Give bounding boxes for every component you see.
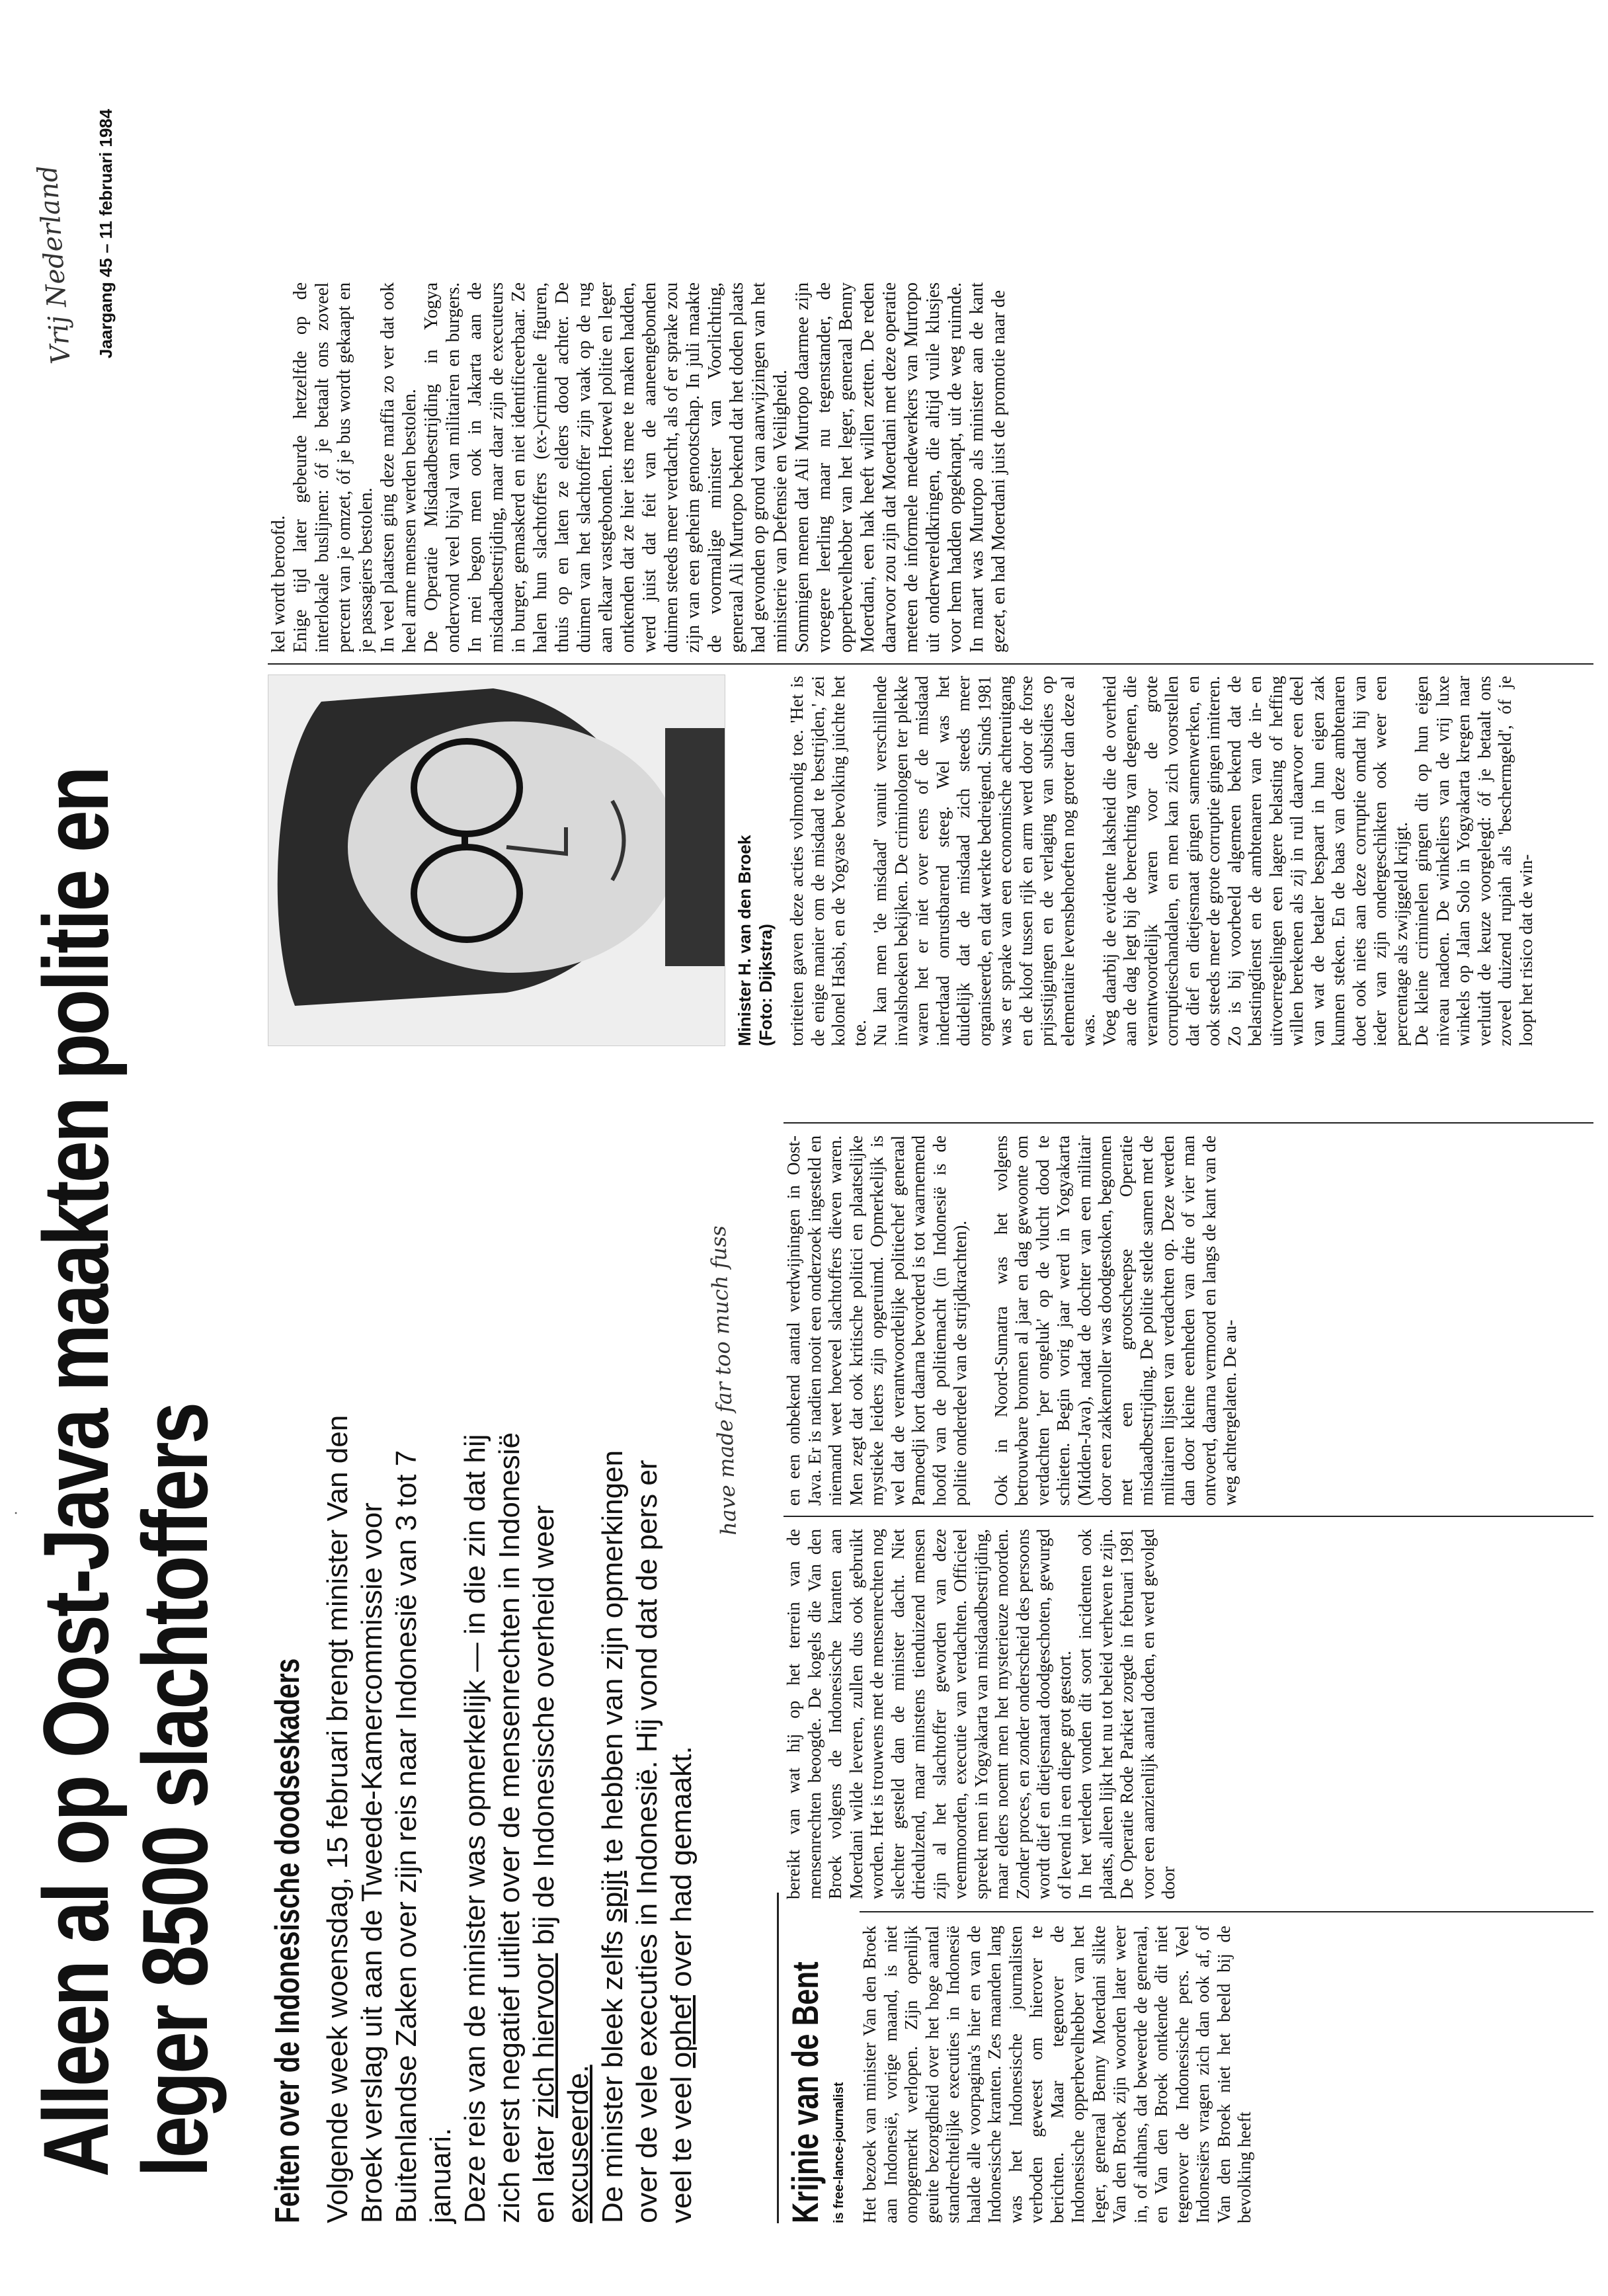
photo-caption-name: Minister H. van den Broek xyxy=(735,835,754,1046)
column-2-paragraph-1: bereikt van wat hij op het terrein van de mensenrechten beoogde. De kogels die Van den Broek volgens de Indonesische kranten aan Moerdani wilde leveren, zullen dus ook gebruikt worden. Het is trouwens met de mensenrechten nog slechter gesteld dan de minister dacht. Niet driedulzend, maar minstens tienduizend mensen zijn al het slachtoffer geworden van deze veemmoorden, executie van verdachten. Officieel spreekt men in Yogyakarta van misdaadbestrijding, maar elders noemt men het mysterieuze moorden. Zonder proces, en zonder onderscheid des persoons wordt dief en dietjesmaat doodgeschoten, gewurgd of levend in een diepe grot gestort. xyxy=(784,1529,1074,1899)
lead-p1: Volgende week woensdag, 15 februari brengt minister Van den Broek verslag uit aan de Tweede-Kamercommissie voor Buitenlandse Zaken over zijn reis naar Indonesië van 3 tot 7 januari. xyxy=(321,1414,457,2223)
lead-p2-underlined-2: excuseerde. xyxy=(562,2065,594,2223)
lead-p3-underlined-1: spijt xyxy=(596,1870,629,1923)
column-2-paragraph-2: In het verleden vonden dit soort incidenten ook plaats, alleen lijkt het nu tot beleid verheven te zijn. De Operatie Rode Parkiet zorgde in februari 1981 voor een aanzienlijk aantal doden, en werd gevolgd door xyxy=(1075,1529,1178,1899)
column-5-paragraph-4: De Operatie Misdaadbestrijding in Yogya ondervond veel bijval van militairen en burgers. In mei begon men ook in Jakarta aan de misdaadbestrijding, maar daar zijn de executeurs in burger, gemaskerd en niet identificeerbaar. Ze halen hun slachtoffers (ex-)criminele figuren, thuis op en laten ze elders dood achter. De duimen van het slachtoffer zijn vaak op de rug aan elkaar vastgebonden. Hoewel politie en leger ontkenden dat ze hier iets mee te maken hadden, werd juist dat feit van de aaneengebonden duimen steeds meer verdacht, als of er sprake zou zijn van een geheim genootschap. In juli maakte de voormalige minister van Voorlichting, generaal Ali Murtopo bekend dat het doden plaats had gevonden op grond van aanwijzingen van het ministerie van Defensie en Veiligheid. xyxy=(421,282,791,653)
minister-portrait-photo xyxy=(268,675,725,1046)
byline-role: is free-lance-journalist xyxy=(832,2082,846,2223)
lead-p3-text-b: te hebben van zijn opmerkingen over de vele executies in Indonesië. Hij vond dat de pers er veel te veel xyxy=(596,1450,698,2223)
column-2 xyxy=(784,1529,1593,1899)
column-4-paragraph-3: Voeg daarbij de evidente laksheid die de overheid aan de dag legt bij de berechting van degenen, die verantwoordelijk waren voor de grote corruptieschandalen, en men kan zich voorstellen dat dief en dietjesmaat gingen samenwerken, en ook steeds meer de grote corruptie gingen imiteren. Zo is bij voorbeeld algemeen bekend dat de belastingdienst en de ambtenaren van de in- en uitvoerregelingen een lagere belasting of heffing willen berekenen als zij in ruil daarvoor een deel van wat de betaler bespaart in hun eigen zak kunnen steken. En de baas van deze ambtenaren doet ook niets aan deze corruptie omdat hij van ieder van zijn ondergeschikten ook weer een percentage als zwijggeld krijgt. xyxy=(1099,676,1411,1046)
subhead: Feiten over de Indonesische doodseskaders xyxy=(268,1658,307,2223)
byline-rule xyxy=(777,1893,779,2223)
byline-name: Krijnie van de Bent xyxy=(784,1961,826,2223)
column-rule-1 xyxy=(860,1911,1593,1912)
column-5-paragraph-5: Sommigen menen dat Ali Murtopo daarmee zijn vroegere leerling maar nu tegenstander, de opperbevelhebber van het leger, generaal Benny Moerdani, een hak heeft willen zetten. De reden daarvoor zou zijn dat Moerdani met deze operatie meteen de informele medewerkers van Murtopo uit onderwereldkringen, die altijd vuile klusjes voor hem hadden opgeknapt, uit de weg ruimde. In maart was Murtopo als minister aan de kant gezet, en had Moerdani juist de promotie naar de xyxy=(792,282,1009,653)
column-5 xyxy=(268,282,1593,653)
lead-p3-underlined-2: ophef xyxy=(665,1995,698,2069)
lead-p3-text-a: De minister bleek zelfs xyxy=(596,1922,629,2223)
column-1 xyxy=(860,1926,1593,2223)
photo-caption-credit: (Foto: Dijkstra) xyxy=(756,924,776,1046)
headline xyxy=(24,768,227,2177)
headline-line-1: Alleen al op Oost-Java maakten politie en xyxy=(24,768,128,2177)
lead-p2-text-b: bij de Indonesische overheid weer xyxy=(528,1505,560,1953)
column-4-paragraph-2: Nu kan men 'de misdaad' vanuit verschillende invalshoeken bekijken. De criminologen ter plekke waren het er niet over eens of de misdaad inderdaad onrustbarend steeg. Wel was het duidelijk dat de misdaad zich steeds meer organiseerde, en dat werkte bedreigend. Sinds 1981 was er sprake van een economische achteruitgang en de kloof tussen rijk en arm werd door de forse prijsstijgingen en de verlaging van subsidies op elementaire levensbehoeften nog groter dan deze al was. xyxy=(870,676,1098,1046)
lead-p2-text-a: Deze reis van de minister was opmerkelijk — in die zin dat hij zich eerst negatief uitliet over de mensenrechten in Indonesië en later xyxy=(459,1432,560,2223)
lead-p2 xyxy=(458,1410,596,2223)
lead-p2-underlined-1: zich hiervoor xyxy=(528,1953,560,2119)
headline-line-2: leger 8500 slachtoffers xyxy=(123,1404,227,2177)
handwritten-margin-note: have made far too much fuss xyxy=(705,1225,742,1536)
dateline: Jaargang 45 – 11 februari 1984 xyxy=(96,108,116,358)
portrait-illustration xyxy=(268,675,725,1046)
column-rule-4 xyxy=(268,663,1593,665)
column-5-paragraph-3: In veel plaatsen ging deze maffia zo ver dat ook heel arme mensen werden bestolen. xyxy=(378,282,420,653)
handwritten-publication-name: Vrij Nederland xyxy=(32,164,77,365)
column-3-paragraph-1: en een onbekend aantal verdwijningen in Oost-Java. Er is nadien nooit een onderzoek ingesteld en niemand weet hoeveel slachtoffers dieven waren. Men zegt dat ook kritische politici en plaatselijke mystieke leiders zijn opgeruimd. Opmerkelijk is wel dat de verantwoordelijke politiechef generaal Pamoedji kort daarna bevorderd is tot waarnemend hoofd van de politiemacht (in Indonesië is de politie onderdeel van de strijdkrachten). xyxy=(784,1135,970,1506)
photo-caption xyxy=(734,676,776,1046)
column-4-paragraph-4: De kleine criminelen gingen dit op hun eigen niveau nadoen. De winkeliers van de vrij luxe winkels op Jalan Solo in Yogyakarta kregen naar verluidt de keuze voorgelegd: óf je betaalt ons zoveel duizend rupiah als 'beschermgeld', óf je loopt het risico dat de win- xyxy=(1412,676,1536,1046)
column-5-paragraph-1: kel wordt beroofd. xyxy=(268,515,289,653)
column-3 xyxy=(784,1135,1593,1506)
column-5-paragraph-2: Enige tijd later gebeurde hetzelfde op de interlokale buslijnen: óf je betaalt ons zoveel percent van je omzet, óf je bus wordt gekaapt en je passagiers bestolen. xyxy=(290,282,376,653)
scan-edge-mark: · xyxy=(8,1510,25,1516)
column-1-paragraph: Het bezoek van minister Van den Broek aan Indonesië, vorige maand, is niet onopgemerkt verlopen. Zijn openlijk geuite bezorgdheid over het hoge aantal standrechtelijke executies in Indonesië haalde alle voorpagina's hier en van de Indonesische kranten. Zes maanden lang was het Indonesische journalisten verboden geweest om hierover te berichten. Maar tegenover de Indonesische opperbevelhebber van het leger, generaal Benny Moerdani slikte Van den Broek zijn woorden later weer in, of althans, dat beweerde de generaal, en Van den Broek ontkende dit niet tegenover de Indonesische pers. Veel Indonesiërs vragen zich dan ook af, of Van den Broek niet het beeld bij de bevolking heeft xyxy=(860,1926,1254,2223)
lead-paragraph xyxy=(321,1410,699,2223)
column-rule-3 xyxy=(784,1122,1593,1124)
column-4 xyxy=(787,676,1593,1046)
column-rule-2 xyxy=(784,1516,1593,1517)
lead-p3 xyxy=(596,1410,699,2223)
column-3-paragraph-2: Ook in Noord-Sumatra was het volgens betrouwbare bronnen al jaar en dag gewoonte om verdachten 'per ongeluk' op de vlucht dood te schieten. Begin vorig jaar werd in Yogyakarta (Midden-Java), nadat de dochter van een militair door een zakkenroller was doodgestoken, begonnen met een grootscheepse Operatie misdaadbestrijding. De politie stelde samen met de militairen lijsten van verdachten op. Deze werden dan door kleine eenheden van drie of vier man ontvoerd, daarna vermoord en langs de kant van de weg achtergelaten. De au- xyxy=(990,1135,1240,1506)
lead-p3-text-c: over had gemaakt. xyxy=(665,1746,698,1996)
column-4-paragraph-1: toriteiten gaven deze acties volmondig toe. 'Het is de enige manier om de misdaad te bestrijden,' zei kolonel Hasbi, en de Yogyase bevolking juichte het toe. xyxy=(787,676,869,1046)
